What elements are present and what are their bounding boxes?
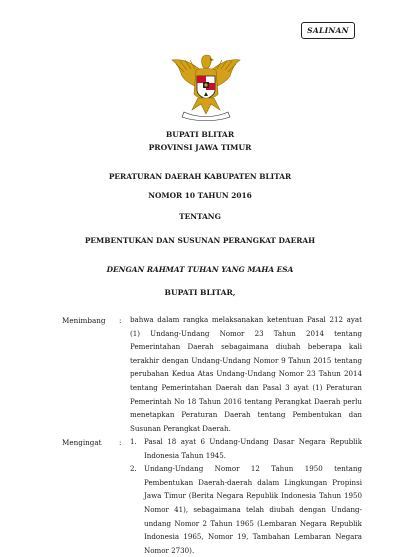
list-item-number: 1.: [130, 437, 137, 446]
list-item: [130, 462, 362, 557]
list-item: [130, 435, 362, 462]
header-line-provinsi: PROVINSI JAWA TIMUR: [148, 143, 252, 152]
list-item-text: Pasal 18 ayat 6 Undang-Undang Dasar Negara Republik Indonesia Tahun 1945.: [144, 437, 362, 460]
list-item-text: Undang-Undang Nomor 12 Tahun 1950 tentang Pembentukan Daerah-daerah dalam Lingkungan Propinsi Jawa Timur (Berita Negara Republik Indonesia Tahun 1950 Nomor 41), sebagaimana telah diubah dengan Undang-undang Nomor 2 Tahun 1965 (Lembaran Negara Republik Indonesia 1965, Nomor 19, Tambahan Lembaran Negara Nomor 2730).: [144, 464, 362, 555]
preamble-grace: DENGAN RAHMAT TUHAN YANG MAHA ESA: [106, 265, 294, 274]
mengingat-colon: :: [119, 438, 122, 447]
menimbang-label: Menimbang: [62, 316, 106, 325]
regulation-about: TENTANG: [179, 212, 221, 221]
regulation-title: PERATURAN DAERAH KABUPATEN BLITAR: [108, 172, 292, 181]
list-item-number: 2.: [130, 464, 137, 474]
regulation-number: NOMOR 10 TAHUN 2016: [148, 191, 252, 200]
salinan-stamp: SALINAN: [301, 22, 355, 39]
menimbang-text: bahwa dalam rangka melaksanakan ketentuan Pasal 212 ayat (1) Undang-Undang Nomor 23 Tahun 2014 tentang Pemerintahan Daerah sebagaimana diubah beberapa kali terakhir dengan Undang-Undang Nomor 9 Tahun 2015 tentang perubahan Kedua Atas Undang-Undang Nomor 23 Tahun 2014 tentang Pemerintahan Daerah dan Pasal 3 ayat (1) Peraturan Pemerintah No 18 Tahun 2016 tentang Perangkat Daerah perlu menetapkan Peraturan Daerah tentang Pembentukan dan Susunan Perangkat Daerah.: [130, 315, 362, 433]
garuda-pancasila-emblem-icon: [168, 52, 244, 122]
header-line-bupati: BUPATI BLITAR: [165, 130, 235, 139]
mengingat-label: Mengingat: [62, 438, 102, 447]
menimbang-colon: :: [119, 316, 122, 325]
mengingat-list: [130, 435, 362, 557]
regulation-subject: PEMBENTUKAN DAN SUSUNAN PERANGKAT DAERAH: [84, 236, 316, 245]
preamble-authority: BUPATI BLITAR,: [164, 288, 236, 297]
